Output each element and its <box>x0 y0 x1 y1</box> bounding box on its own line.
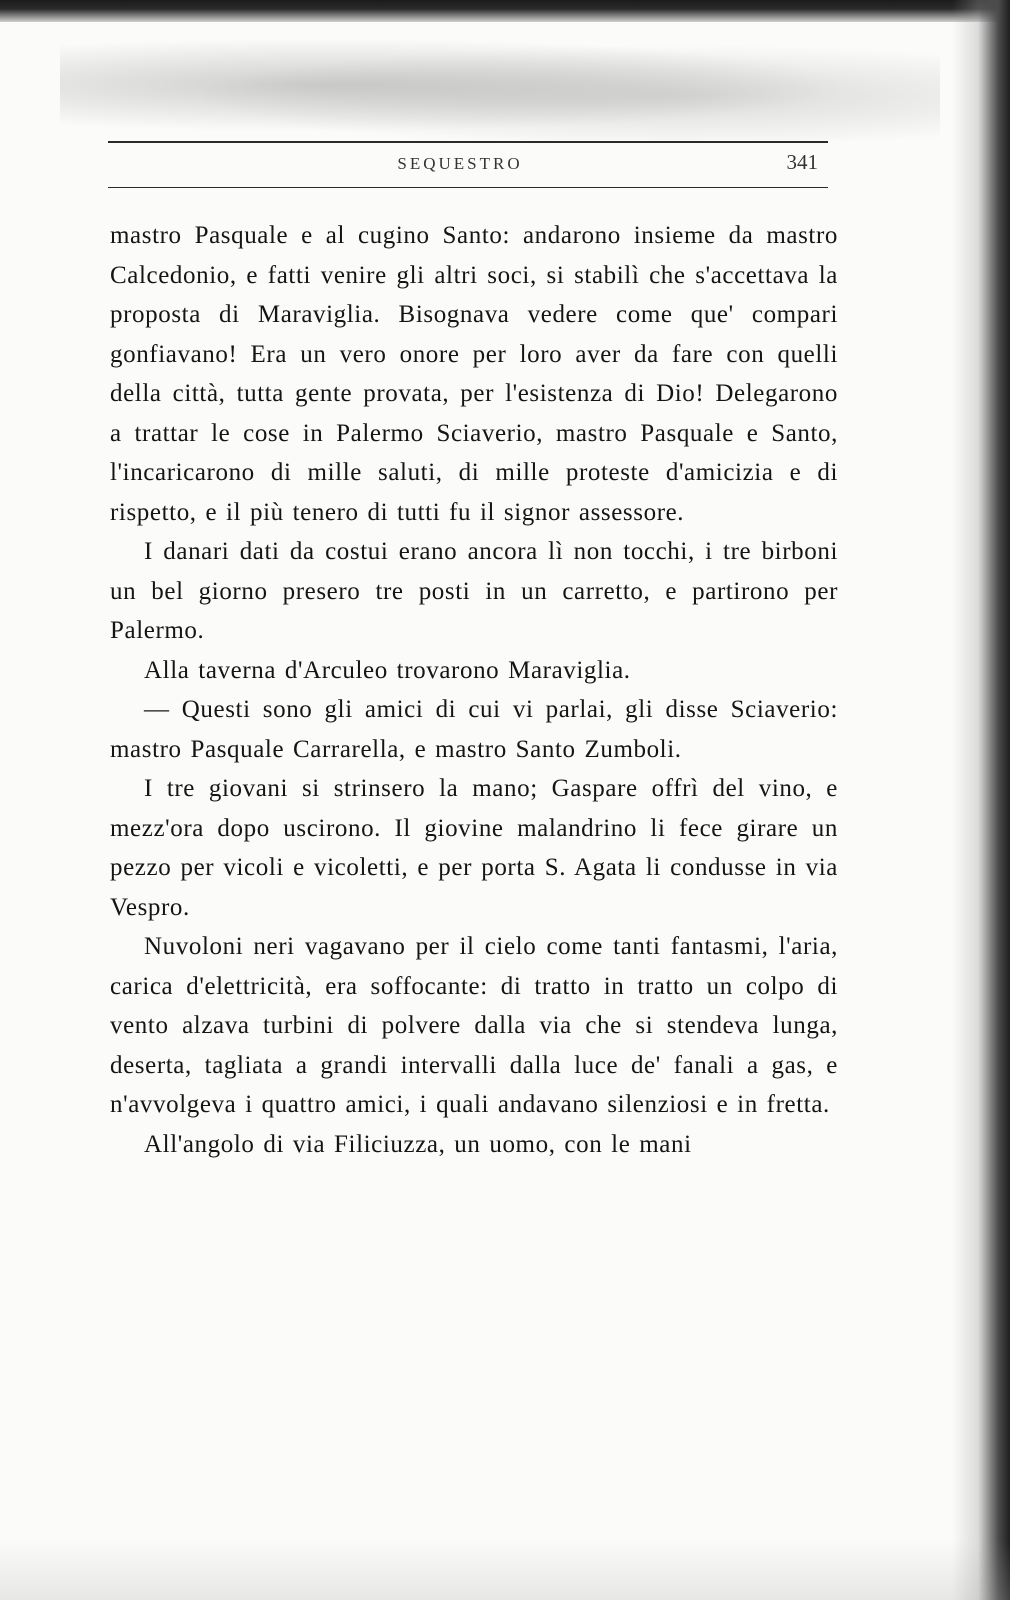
page-number: 341 <box>786 150 818 174</box>
scan-bottom-noise <box>0 1540 1010 1600</box>
running-title: SEQUESTRO <box>397 154 523 173</box>
scan-noise <box>60 30 940 140</box>
paragraph: Nuvoloni neri vagavano per il cielo come tanti fantasmi, l'aria, carica d'elettricità, era soffocante: di tratto in tratto un colpo di vento alzava turbini di polvere dalla via che si stendeva lunga, deserta, tagliata a grandi intervalli dalla luce de' fanali a gas, e n'avvolgeva i quattro amici, i quali andavano silenziosi e in fretta. <box>110 933 838 1118</box>
paragraph: — Questi sono gli amici di cui vi parlai, gli disse Sciaverio: mastro Pasquale Carrarella, e mastro Santo Zumboli. <box>110 696 838 763</box>
header-rule-bottom <box>108 187 828 188</box>
scan-top-border <box>0 0 1010 22</box>
paragraph: mastro Pasquale e al cugino Santo: andarono insieme da mastro Calcedonio, e fatti venire gli altri soci, si stabilì che s'accettava la proposta di Maraviglia. Bisognava vedere come que' compari gonfiavano! Era un vero onore per loro aver da fare con quelli della città, tutta gente provata, per l'esistenza di Dio! Delegarono a trattar le cose in Palermo Sciaverio, mastro Pasquale e Santo, l'incaricarono di mille saluti, di mille proteste d'amicizia e di rispetto, e il più tenero di tutti fu il signor assessore. <box>110 222 838 526</box>
paragraph: I tre giovani si strinsero la mano; Gaspare offrì del vino, e mezz'ora dopo uscirono. Il giovine malandrino li fece girare un pezzo per vicoli e vicoletti, e per porta S. Agata li condusse in via Vespro. <box>110 775 838 921</box>
header-rule-top <box>108 141 828 143</box>
paragraph: Alla taverna d'Arculeo trovarono Maraviglia. <box>144 656 631 684</box>
paragraph: I danari dati da costui erano ancora lì non tocchi, i tre birboni un bel giorno presero tre posti in un carretto, e partirono per Palermo. <box>110 538 838 644</box>
paragraph: All'angolo di via Filiciuzza, un uomo, con le mani <box>144 1130 692 1158</box>
body-text <box>110 216 838 1164</box>
scan-right-border <box>952 0 1010 1600</box>
